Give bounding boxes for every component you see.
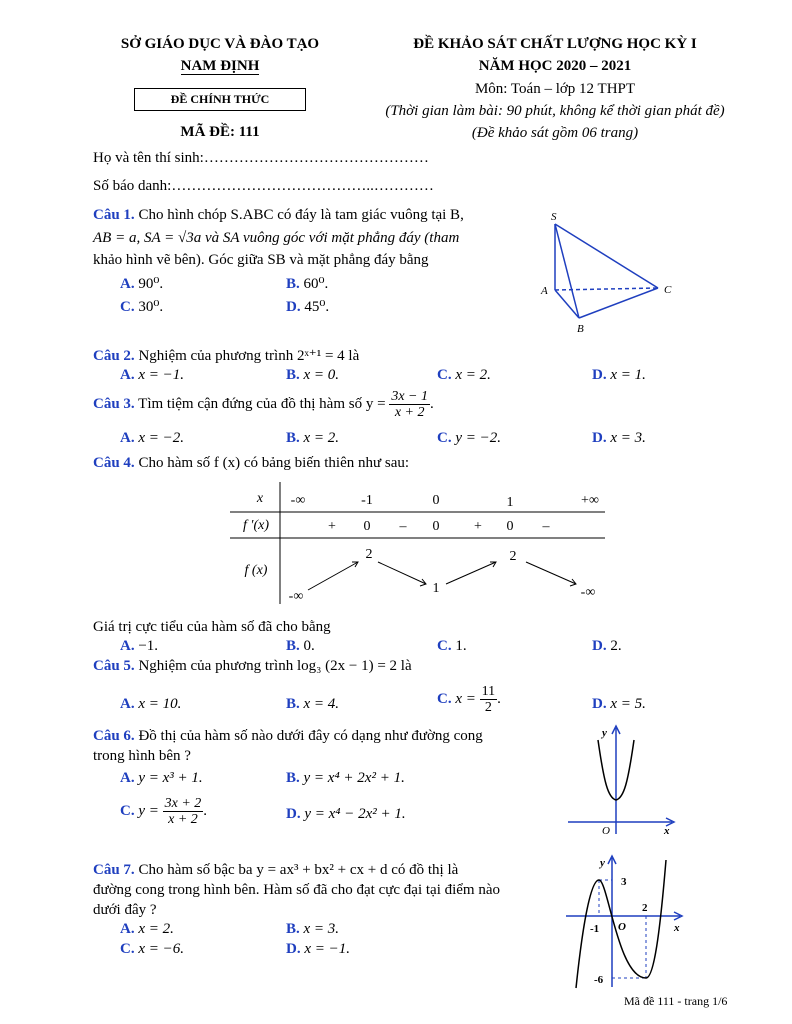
q7-option-a[interactable]: A. x = 2. bbox=[120, 921, 174, 937]
axis-x-label: x bbox=[664, 825, 670, 837]
q1-option-d[interactable]: D. 45⁰. bbox=[286, 299, 330, 315]
table-sign: 0 bbox=[506, 519, 514, 534]
vertex-c: C bbox=[664, 284, 672, 296]
table-x-label: x bbox=[256, 491, 264, 506]
pyramid-figure bbox=[535, 208, 685, 338]
table-f-val: 1 bbox=[432, 581, 440, 596]
q6-line1: Câu 6. Đồ thị của hàm số nào dưới đây có dạng như đường cong bbox=[93, 728, 483, 744]
table-x-val: -1 bbox=[361, 493, 373, 508]
vertex-a: A bbox=[541, 285, 548, 297]
q1-line1: Câu 1. Cho hình chóp S.ABC có đáy là tam giác vuông tại B, bbox=[93, 207, 464, 223]
q7-option-b[interactable]: B. x = 3. bbox=[286, 921, 340, 937]
table-f-val: 2 bbox=[509, 549, 517, 564]
page-footer: Mã đề 111 - trang 1/6 bbox=[624, 994, 728, 1008]
q1-line3: khảo hình vẽ bên). Góc giữa SB và mặt phẳng đáy bằng bbox=[93, 252, 429, 268]
q7-line1: Câu 7. Cho hàm số bậc ba y = ax³ + bx² + cx + d có đồ thị là bbox=[93, 862, 459, 878]
q2-option-c[interactable]: C. x = 2. bbox=[437, 367, 491, 383]
table-sign: + bbox=[474, 519, 482, 534]
q4-option-c[interactable]: C. 1. bbox=[437, 638, 467, 654]
table-fp-label: f ′(x) bbox=[243, 518, 269, 533]
q3-option-b[interactable]: B. x = 2. bbox=[286, 430, 340, 446]
table-f-label: f (x) bbox=[244, 563, 268, 578]
q5-option-b[interactable]: B. x = 4. bbox=[286, 696, 340, 712]
table-x-val: -∞ bbox=[290, 493, 306, 508]
q3-option-a[interactable]: A. x = −2. bbox=[120, 430, 184, 446]
q3-option-d[interactable]: D. x = 3. bbox=[592, 430, 646, 446]
table-f-val: 2 bbox=[365, 547, 373, 562]
province: NAM ĐỊNH bbox=[180, 58, 260, 74]
student-name: Họ và tên thí sinh:……………………………………… bbox=[93, 150, 429, 166]
q1-option-a[interactable]: A. 90⁰. bbox=[120, 276, 164, 292]
school-year: NĂM HỌC 2020 – 2021 bbox=[478, 58, 632, 74]
table-sign: 0 bbox=[363, 519, 371, 534]
table-f-val: -∞ bbox=[288, 589, 304, 604]
time-note: (Thời gian làm bài: 90 phút, không kể thời gian phát đề) bbox=[385, 103, 725, 119]
q5-option-d[interactable]: D. x = 5. bbox=[592, 696, 646, 712]
q6-c-fraction: $\frac{3x + 2}{x + 2}$ bbox=[164, 796, 202, 827]
table-x-val: 0 bbox=[432, 493, 440, 508]
q6-line2: trong hình bên ? bbox=[93, 748, 191, 764]
q3-option-c[interactable]: C. y = −2. bbox=[437, 430, 501, 446]
subject: Môn: Toán – lớp 12 THPT bbox=[474, 81, 636, 97]
pages-note: (Đề khảo sát gồm 06 trang) bbox=[471, 125, 639, 141]
q4-option-d[interactable]: D. 2. bbox=[592, 638, 622, 654]
q2-stem: Câu 2. Nghiệm của phương trình 2ˣ⁺¹ = 4 là bbox=[93, 348, 360, 364]
exam-title: ĐỀ KHẢO SÁT CHẤT LƯỢNG HỌC KỲ I bbox=[413, 36, 697, 52]
axis-x-label: x bbox=[674, 922, 680, 934]
q5-option-a[interactable]: A. x = 10. bbox=[120, 696, 182, 712]
official-box: ĐỀ CHÍNH THỨC bbox=[134, 88, 306, 111]
table-x-val: +∞ bbox=[581, 493, 599, 508]
q1-line2: AB = a, SA = √3a và SA vuông góc với mặt phẳng đáy (tham bbox=[93, 230, 460, 246]
variation-table bbox=[230, 482, 610, 612]
exam-code: MÃ ĐỀ: 111 bbox=[180, 124, 260, 140]
table-sign: + bbox=[328, 519, 336, 534]
table-sign: 0 bbox=[432, 519, 440, 534]
cubic-graph bbox=[562, 852, 692, 992]
q4-stem: Câu 4. Cho hàm số f (x) có bảng biến thiên như sau: bbox=[93, 455, 410, 471]
q3-stem: Câu 3. Tìm tiệm cận đứng của đồ thị hàm số y = $\frac{3x - 1}{x + 2}$ . bbox=[93, 389, 434, 420]
value-2: 2 bbox=[642, 902, 648, 914]
q2-option-d[interactable]: D. x = 1. bbox=[592, 367, 646, 383]
q5-stem: Câu 5. Nghiệm của phương trình log₃ (2x − 1) = 2 là bbox=[93, 658, 412, 674]
q6-option-b[interactable]: B. y = x⁴ + 2x² + 1. bbox=[286, 770, 405, 786]
q7-line2: đường cong trong hình bên. Hàm số đã cho đạt cực đại tại điểm nào bbox=[93, 882, 501, 898]
origin-label: O bbox=[602, 825, 610, 837]
q2-option-a[interactable]: A. x = −1. bbox=[120, 367, 184, 383]
table-x-val: 1 bbox=[506, 495, 514, 510]
q7-option-d[interactable]: D. x = −1. bbox=[286, 941, 350, 957]
axis-y-label: y bbox=[602, 727, 607, 739]
vertex-s: S bbox=[551, 211, 557, 223]
q3-fraction: $\frac{3x - 1}{x + 2}$ bbox=[391, 389, 428, 420]
q6-option-d[interactable]: D. y = x⁴ − 2x² + 1. bbox=[286, 806, 406, 822]
q4-option-a[interactable]: A. −1. bbox=[120, 638, 159, 654]
q7-option-c[interactable]: C. x = −6. bbox=[120, 941, 184, 957]
quartic-graph bbox=[560, 722, 680, 842]
q5-option-c[interactable]: C. x = $\frac{11}{2}$ . bbox=[437, 684, 501, 715]
origin-label: O bbox=[618, 921, 626, 933]
value-3: 3 bbox=[621, 876, 627, 888]
vertex-b: B bbox=[577, 323, 584, 335]
student-id: Số báo danh:…………………………………..………… bbox=[93, 178, 434, 194]
q6-option-a[interactable]: A. y = x³ + 1. bbox=[120, 770, 203, 786]
value-neg6: -6 bbox=[594, 974, 604, 986]
q4-prompt: Giá trị cực tiểu của hàm số đã cho bằng bbox=[93, 619, 331, 635]
table-f-val: -∞ bbox=[580, 585, 596, 600]
q6-option-c[interactable]: C. y = $\frac{3x + 2}{x + 2}$ . bbox=[120, 796, 208, 827]
value-neg1: -1 bbox=[590, 923, 600, 935]
q1-option-c[interactable]: C. 30⁰. bbox=[120, 299, 164, 315]
dept-name: SỞ GIÁO DỤC VÀ ĐÀO TẠO bbox=[120, 36, 320, 52]
axis-y-label: y bbox=[600, 857, 605, 869]
q4-option-b[interactable]: B. 0. bbox=[286, 638, 315, 654]
table-sign: – bbox=[399, 519, 407, 534]
q7-line3: dưới đây ? bbox=[93, 902, 157, 918]
table-sign: – bbox=[542, 519, 550, 534]
q2-option-b[interactable]: B. x = 0. bbox=[286, 367, 340, 383]
q5-c-fraction: $\frac{11}{2}$ bbox=[481, 684, 496, 715]
q1-option-b[interactable]: B. 60⁰. bbox=[286, 276, 329, 292]
